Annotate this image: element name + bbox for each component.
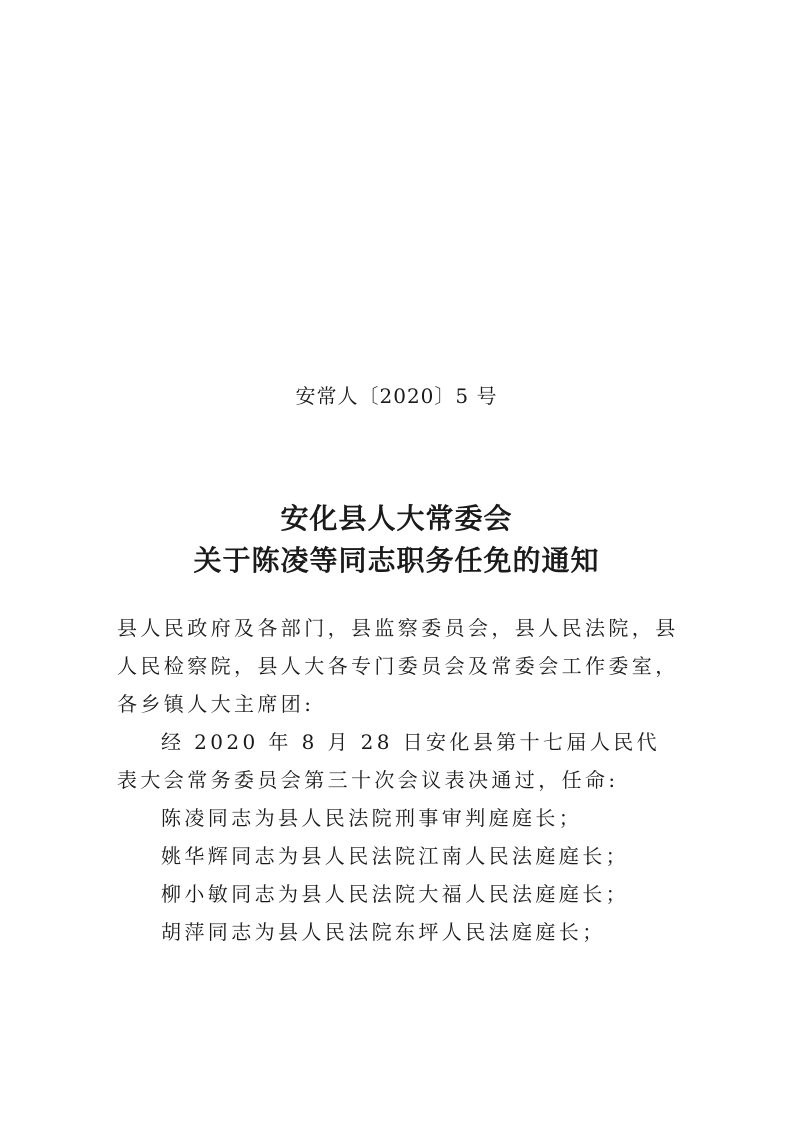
document-number: 安常人〔2020〕5 号 [295, 384, 498, 408]
appointment-item: 柳小敏同志为县人民法院大福人民法庭庭长； [161, 882, 629, 906]
title-line-1: 安化县人大常委会 [280, 502, 513, 535]
appointment-item: 姚华辉同志为县人民法院江南人民法庭庭长； [161, 844, 629, 868]
intro-paragraph: 经 2020 年 8 月 28 日安化县第十七届人民代表大会常务委员会第三十次会议表决通过，任命: [117, 730, 661, 792]
appointment-item: 陈凌同志为县人民法院刑事审判庭庭长； [161, 806, 583, 830]
title-line-2: 关于陈凌等同志职务任免的通知 [193, 544, 600, 577]
document-body [117, 609, 679, 951]
document-title [0, 498, 793, 582]
addressee-paragraph: 县人民政府及各部门，县监察委员会，县人民法院，县人民检察院，县人大各专门委员会及常委会工作委室，各乡镇人大主席团: [117, 616, 679, 716]
appointment-item: 胡萍同志为县人民法院东坪人民法庭庭长； [161, 920, 606, 944]
